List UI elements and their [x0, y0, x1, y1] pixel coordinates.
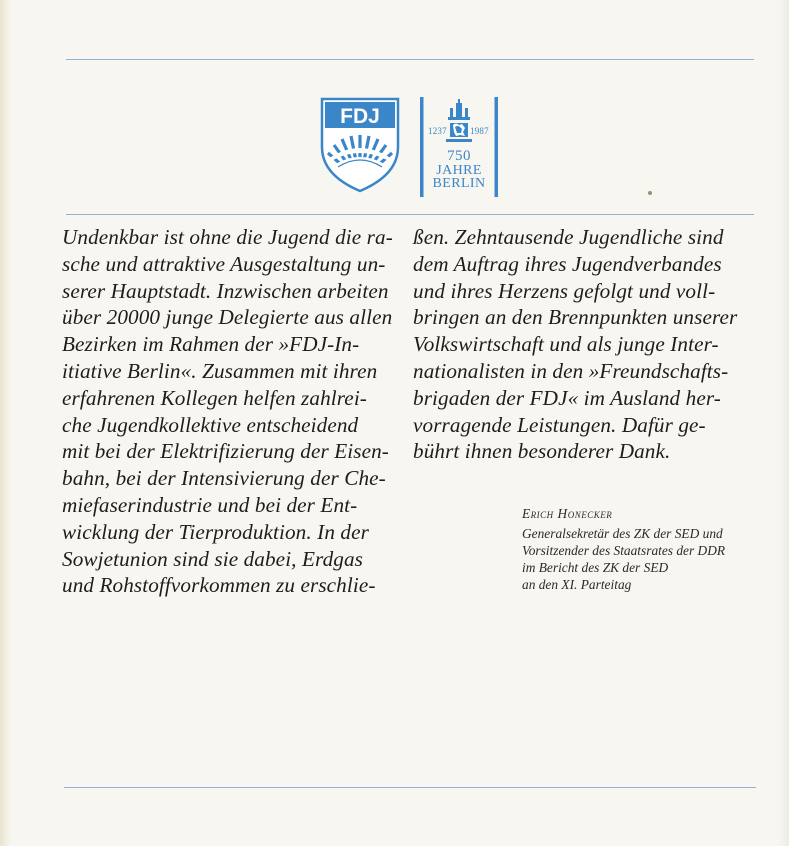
body-line: sche und attraktive Ausgestaltung un- — [62, 251, 386, 276]
body-line: Bezirken im Rahmen der »FDJ-In- — [62, 332, 360, 357]
body-text-left-column — [62, 224, 402, 599]
year-start: 1237 — [428, 126, 447, 136]
body-line: bahn, bei der Intensivierung der Che- — [62, 466, 386, 491]
fdj-emblem-text: FDJ — [340, 105, 380, 128]
body-line: und ihres Herzens gefolgt und voll- — [413, 278, 716, 303]
body-line: bringen an den Brennpunkten unserer — [413, 305, 738, 330]
body-line: und Rohstoffvorkommen zu erschlie- — [62, 573, 376, 598]
page-edge-right — [779, 0, 789, 846]
top-rule — [66, 59, 754, 60]
berlin-750-emblem — [420, 97, 498, 197]
body-line: Undenkbar ist ohne die Jugend die ra- — [62, 225, 393, 249]
bottom-rule — [64, 787, 756, 788]
body-line: erfahrenen Kollegen helfen zahlrei- — [62, 385, 367, 410]
body-line: mit bei der Elektrifizierung der Eisen- — [62, 439, 389, 464]
body-line: Sowjetunion sind sie dabei, Erdgas — [62, 546, 363, 571]
body-line: bührt ihnen besonderer Dank. — [413, 439, 671, 464]
body-line: über 20000 junge Delegierte aus allen — [62, 305, 393, 330]
body-line: nationalisten in den »Freundschafts- — [413, 358, 729, 383]
attribution-line: Vorsitzender des Staatsrates der DDR — [522, 543, 726, 558]
body-line: Volkswirtschaft und als junge Inter- — [413, 332, 719, 357]
year-end: 1987 — [470, 126, 489, 136]
paper-speck — [648, 191, 652, 195]
body-line: brigaden der FDJ« im Ausland her- — [413, 385, 721, 410]
body-line: itiative Berlin«. Zusammen mit ihren — [62, 358, 378, 383]
berlin-emblem-750: 750 — [447, 148, 471, 164]
attribution-line: im Bericht des ZK der SED — [522, 560, 669, 575]
attribution-line: Generalsekretär des ZK der SED und — [522, 526, 723, 541]
body-line: ßen. Zehntausende Jugendliche sind — [413, 225, 724, 249]
berlin-emblem-jahre: JAHRE — [436, 163, 482, 178]
fdj-emblem-icon — [320, 97, 400, 193]
body-line: che Jugendkollektive entscheidend — [62, 412, 359, 437]
body-line: serer Hauptstadt. Inzwischen arbeiten — [62, 278, 389, 303]
attribution-line: an den XI. Parteitag — [522, 577, 632, 592]
quote-attribution — [522, 505, 725, 593]
body-line: miefaserindustrie und bei der Ent- — [62, 492, 358, 517]
middle-rule — [66, 214, 754, 215]
berlin-emblem-berlin: BERLIN — [432, 176, 486, 191]
author-name: Erich Honecker — [522, 506, 613, 521]
body-text-right-column — [413, 224, 763, 465]
body-line: wicklung der Tierproduktion. In der — [62, 519, 369, 544]
body-line: vorragende Leistungen. Dafür ge- — [413, 412, 706, 437]
page-edge-left — [0, 0, 12, 846]
body-line: dem Auftrag ihres Jugendverbandes — [413, 251, 722, 276]
